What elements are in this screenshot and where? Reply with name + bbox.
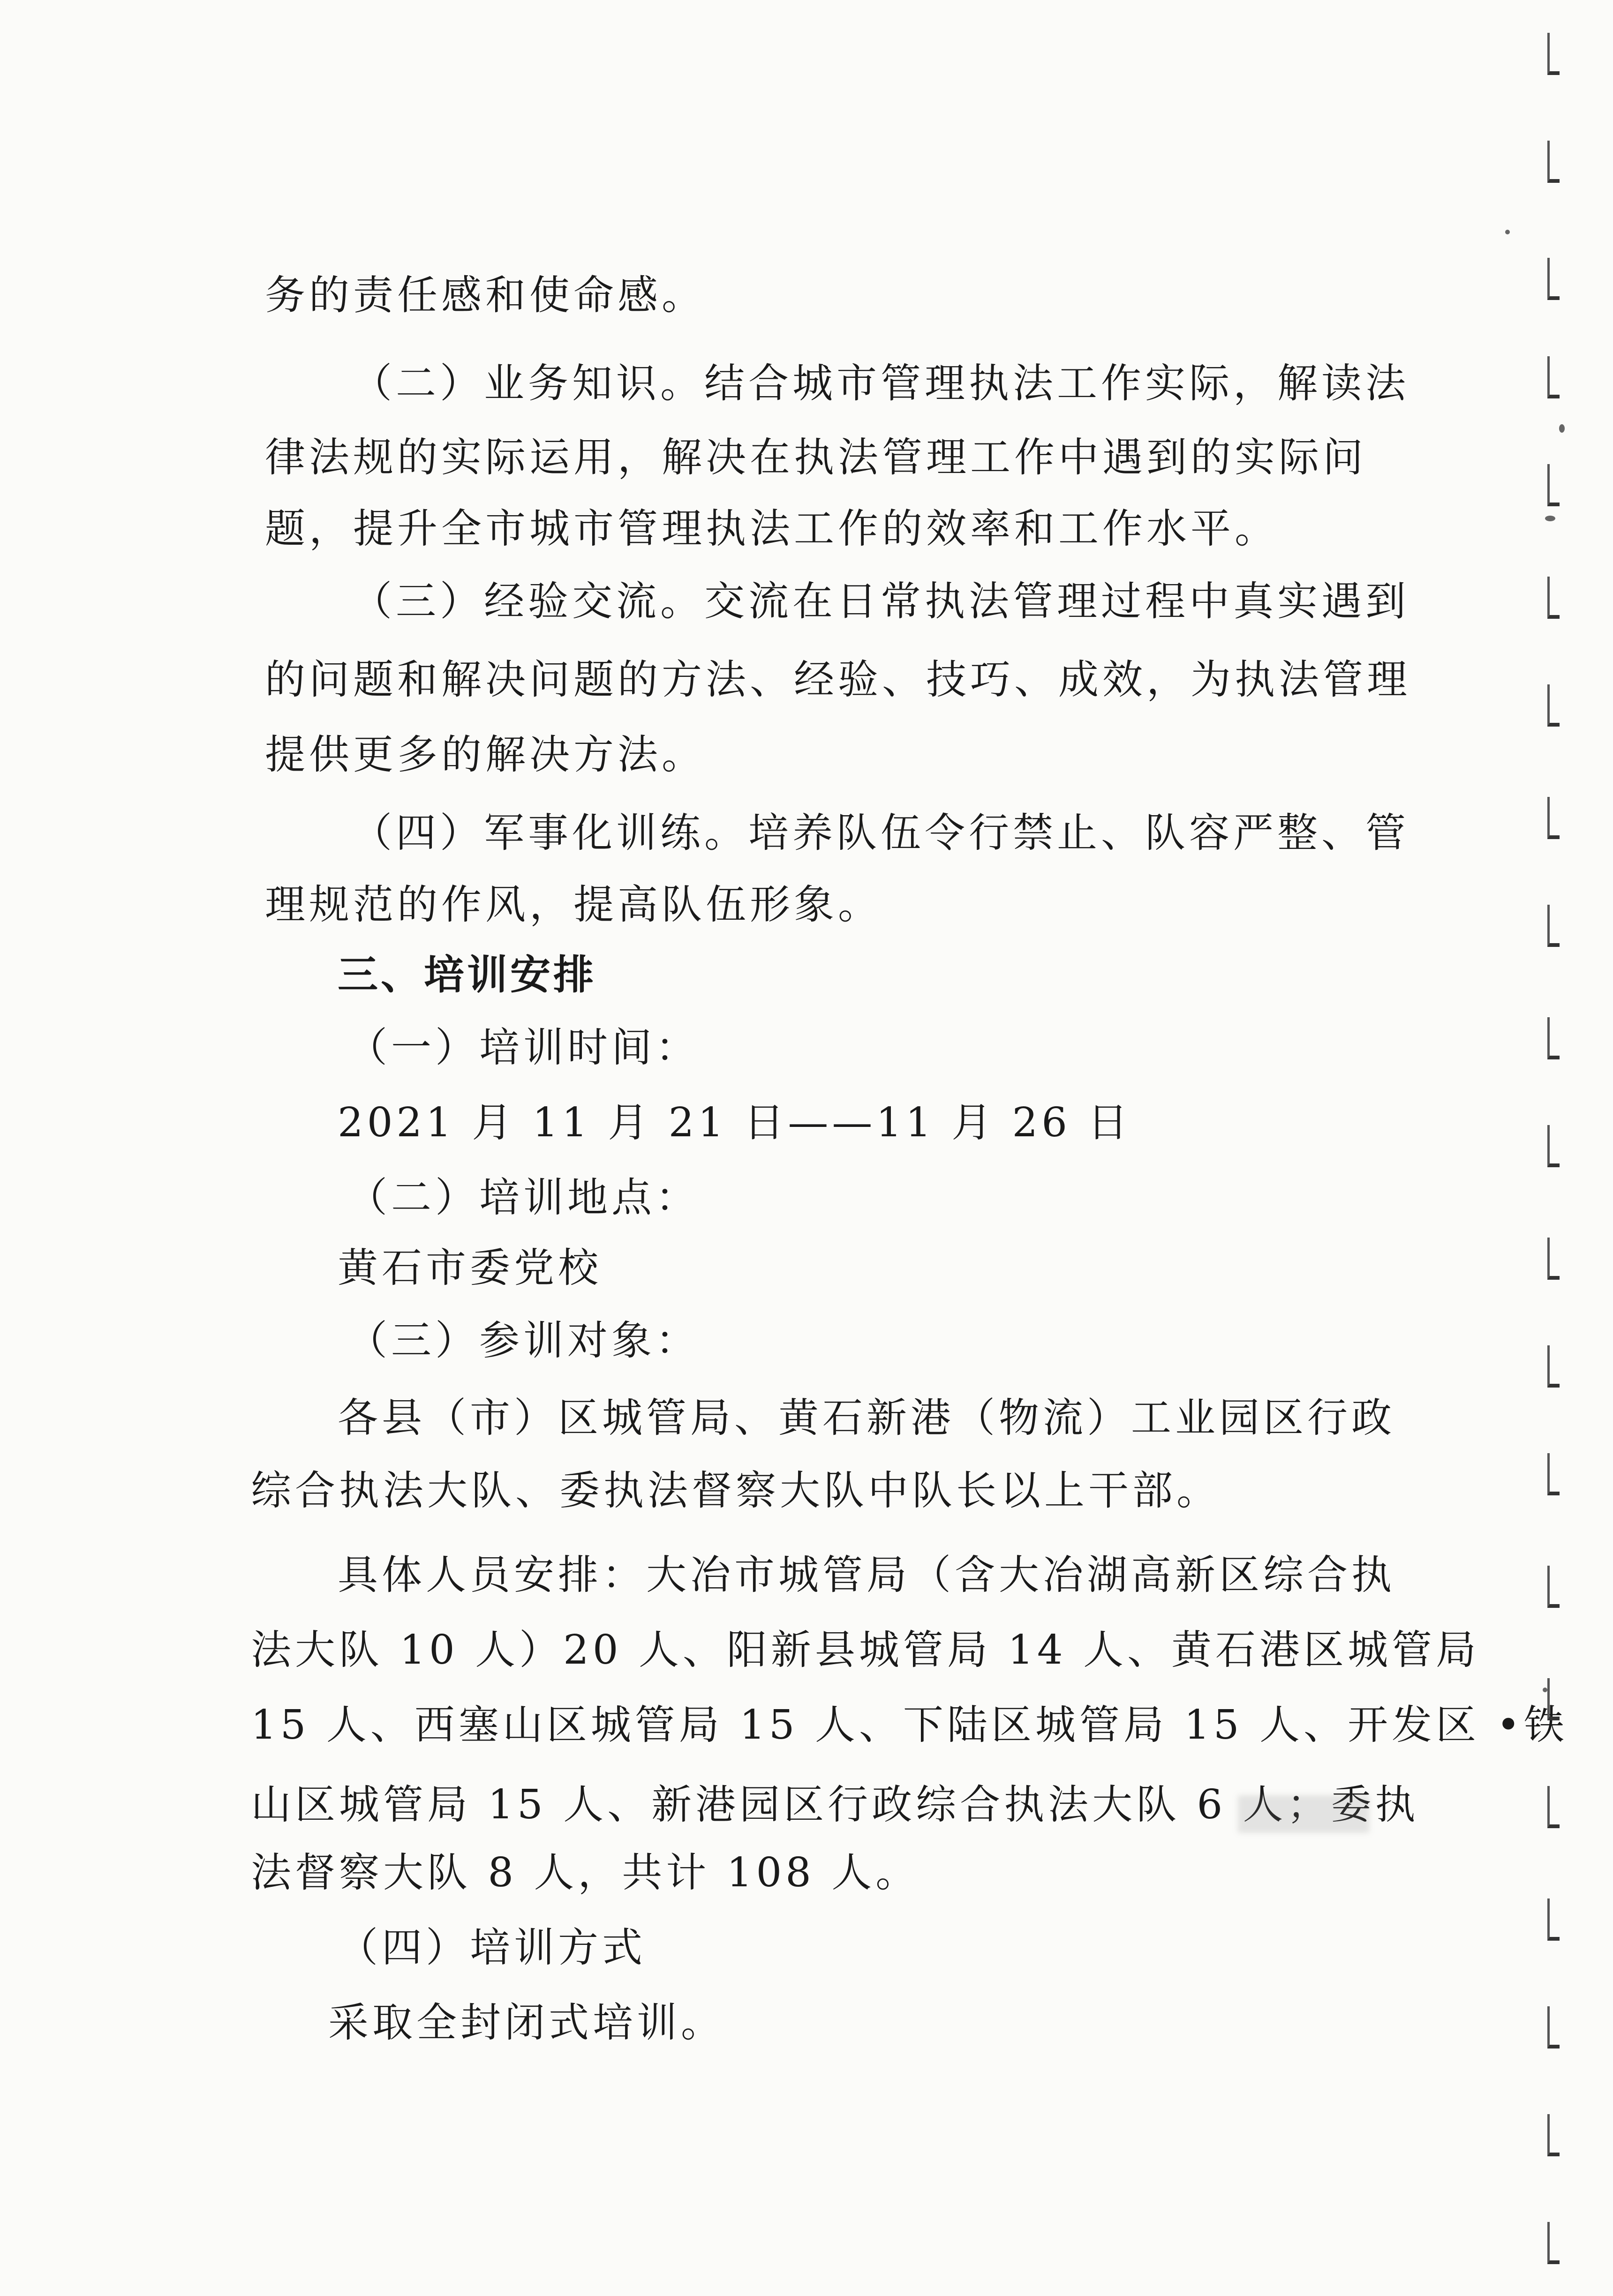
scan-speck [1505,230,1510,234]
binding-mark [1547,1786,1560,1828]
binding-mark [1547,577,1560,619]
binding-mark [1547,464,1560,506]
text-line: 理规范的作风，提高队伍形象。 [265,881,882,928]
text-line: 15 人、西塞山区城管局 15 人、下陆区城管局 15 人、开发区 •铁 [251,1702,1568,1748]
text-line: （四）培训方式 [338,1924,646,1971]
binding-mark [1547,1566,1560,1608]
text-line: （二）培训地点： [347,1174,700,1221]
text-line: 务的责任感和使命感。 [265,272,706,319]
text-line: 2021 月 11 月 21 日——11 月 26 日 [338,1099,1132,1146]
text-line: 综合执法大队、委执法督察大队中队长以上干部。 [251,1467,1221,1514]
binding-mark [1547,2222,1560,2264]
text-line: 采取全封闭式培训。 [328,1999,725,2046]
binding-mark [1547,1125,1560,1167]
binding-mark [1547,1678,1560,1720]
text-line: （三）参训对象： [347,1317,700,1364]
binding-mark [1547,356,1560,398]
text-line: （三）经验交流。交流在日常执法管理过程中真实遇到 [352,578,1409,625]
scan-smudge [1238,1795,1369,1833]
text-line: 黄石市委党校 [338,1245,602,1291]
text-line: 法大队 10 人）20 人、阳新县城管局 14 人、黄石港区城管局 [251,1627,1480,1673]
binding-mark [1547,1017,1560,1059]
binding-mark [1547,2114,1560,2156]
section-heading: 三、培训安排 [338,952,596,998]
text-line: 提供更多的解决方法。 [265,731,706,778]
binding-mark [1547,797,1560,839]
text-line: （一）培训时间： [347,1024,700,1071]
text-line: 律法规的实际运用，解决在执法管理工作中遇到的实际问 [265,434,1367,481]
scan-speck [1545,516,1555,521]
binding-mark [1547,684,1560,727]
binding-mark [1547,258,1560,300]
text-line: （四）军事化训练。培养队伍令行禁止、队容严整、管 [352,810,1409,856]
text-line: 各县（市）区城管局、黄石新港（物流）工业园区行政 [338,1395,1395,1441]
text-line: （二）业务知识。结合城市管理执法工作实际，解读法 [352,360,1409,407]
binding-mark [1547,141,1560,183]
binding-mark [1547,33,1560,75]
binding-mark [1547,1453,1560,1495]
text-line: 具体人员安排：大冶市城管局（含大冶湖高新区综合执 [338,1552,1395,1598]
binding-mark [1547,2006,1560,2048]
binding-mark [1547,1898,1560,1941]
scan-speck [1543,1688,1547,1692]
binding-mark [1547,1345,1560,1388]
binding-mark [1547,1238,1560,1280]
scan-speck [1559,424,1565,433]
text-line: 法督察大队 8 人，共计 108 人。 [251,1849,920,1896]
binding-mark [1547,905,1560,947]
text-line: 的问题和解决问题的方法、经验、技巧、成效，为执法管理 [265,656,1411,703]
text-line: 题，提升全市城市管理执法工作的效率和工作水平。 [265,505,1279,552]
text-line: 山区城管局 15 人、新港园区行政综合执法大队 6 人；委执 [251,1781,1419,1828]
